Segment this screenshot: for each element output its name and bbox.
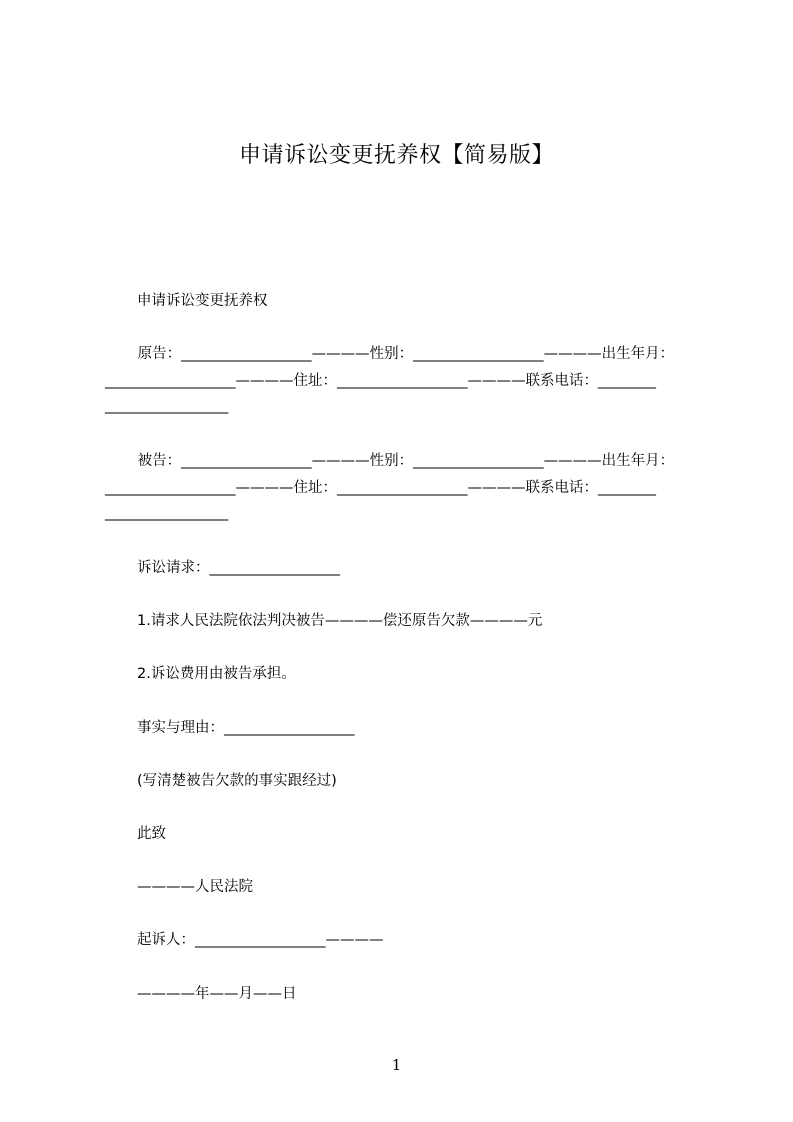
plaintiff-line-2: __________________————住址：__________________————联系电话：________ [105,373,656,389]
court-line: ————人民法院 [137,879,253,895]
date-line: ————年——月——日 [137,986,297,1002]
defendant-line-2: __________________————住址：__________________————联系电话：________ [105,480,656,496]
plaintiff-line-1: 原告：__________________————性别：__________________————出生年月： [133,346,675,362]
claims-heading: 诉讼请求：__________________ [137,560,340,576]
plaintiff-signature-line: 起诉人：__________________———— [137,932,384,948]
claim-item-1: 1.请求人民法院依法判决被告————偿还原告欠款————元 [137,613,543,629]
facts-heading: 事实与理由：__________________ [137,720,355,736]
facts-note: (写清楚被告欠款的事实跟经过) [137,773,337,789]
salutation: 此致 [137,826,166,842]
plaintiff-line-3: _________________ [105,398,229,414]
page-number: 1 [391,1056,402,1074]
defendant-line-3: _________________ [105,505,229,521]
defendant-line-1: 被告：__________________————性别：__________________————出生年月： [133,453,675,469]
claim-item-2: 2.诉讼费用由被告承担。 [137,666,296,682]
document-title: 申请诉讼变更抚养权【简易版】 [238,143,554,168]
section-heading: 申请诉讼变更抚养权 [137,293,268,309]
